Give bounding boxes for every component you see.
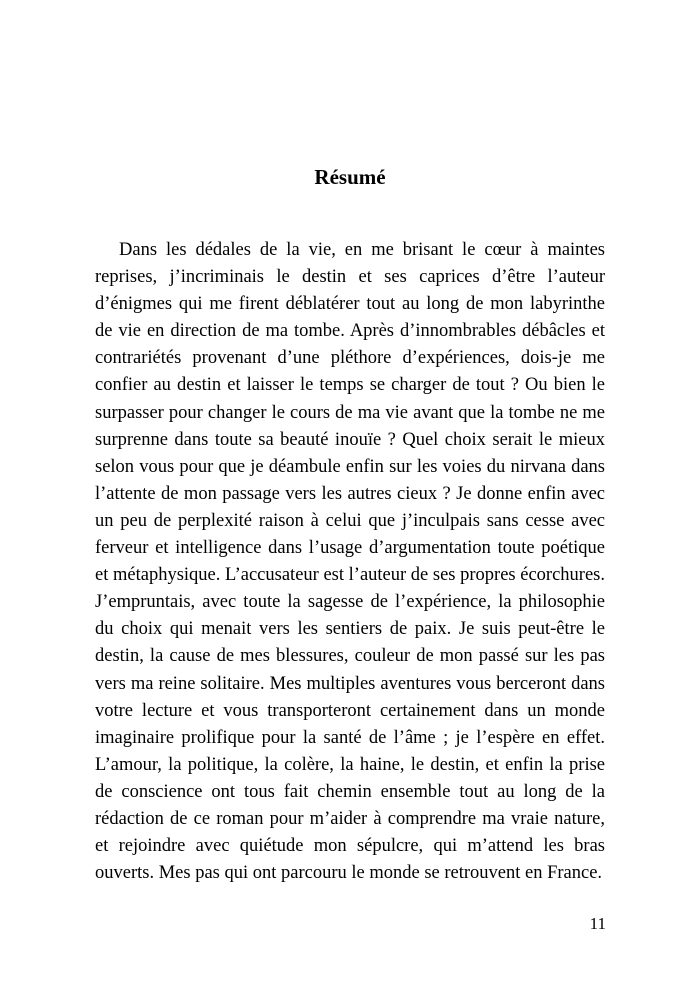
summary-paragraph: Dans les dédales de la vie, en me brisant le cœur à maintes reprises, j’incriminais le destin et ses caprices d’être l’auteur d’énigmes qui me firent déblatérer tout au long de mon labyrinthe de vie en direction de ma tombe. Après d’innombrables débâcles et contrariétés provenant d’une pléthore d’expériences, dois-je me confier au destin et laisser le temps se charger de tout ? Ou bien le surpasser pour changer le cours de ma vie avant que la tombe ne me surprenne dans toute sa beauté inouïe ? Quel choix serait le mieux selon vous pour que je déambule enfin sur les voies du nirvana dans l’attente de mon passage vers les autres cieux ? Je donne enfin avec un peu de perplexité raison à celui que j’inculpais sans cesse avec ferveur et intelligence dans l’usage d’argumentation toute poétique et métaphysique. L’accusateur est l’auteur de ses propres écorchures. J’empruntais, avec toute la sagesse de l’expérience, la philosophie du choix qui menait vers les sentiers de paix. Je suis peut-être le destin, la cause de mes blessures, couleur de mon passé sur les pas vers ma reine solitaire. Mes multiples aventures vous berceront dans votre lecture et vous transporteront certainement dans un monde imaginaire prolifique pour la santé de l’âme ; je l’espère en effet. L’amour, la politique, la colère, la haine, le destin, et enfin la prise de conscience ont tous fait chemin ensemble tout au long de la rédaction de ce roman pour m’aider à comprendre ma vraie nature, et rejoindre avec quiétude mon sépulcre, qui m’attend les bras ouverts. Mes pas qui ont parcouru le monde se retrouvent en France. bbox=[95, 240, 605, 884]
page-number: 11 bbox=[589, 914, 606, 933]
page-title: Résumé bbox=[314, 165, 386, 189]
